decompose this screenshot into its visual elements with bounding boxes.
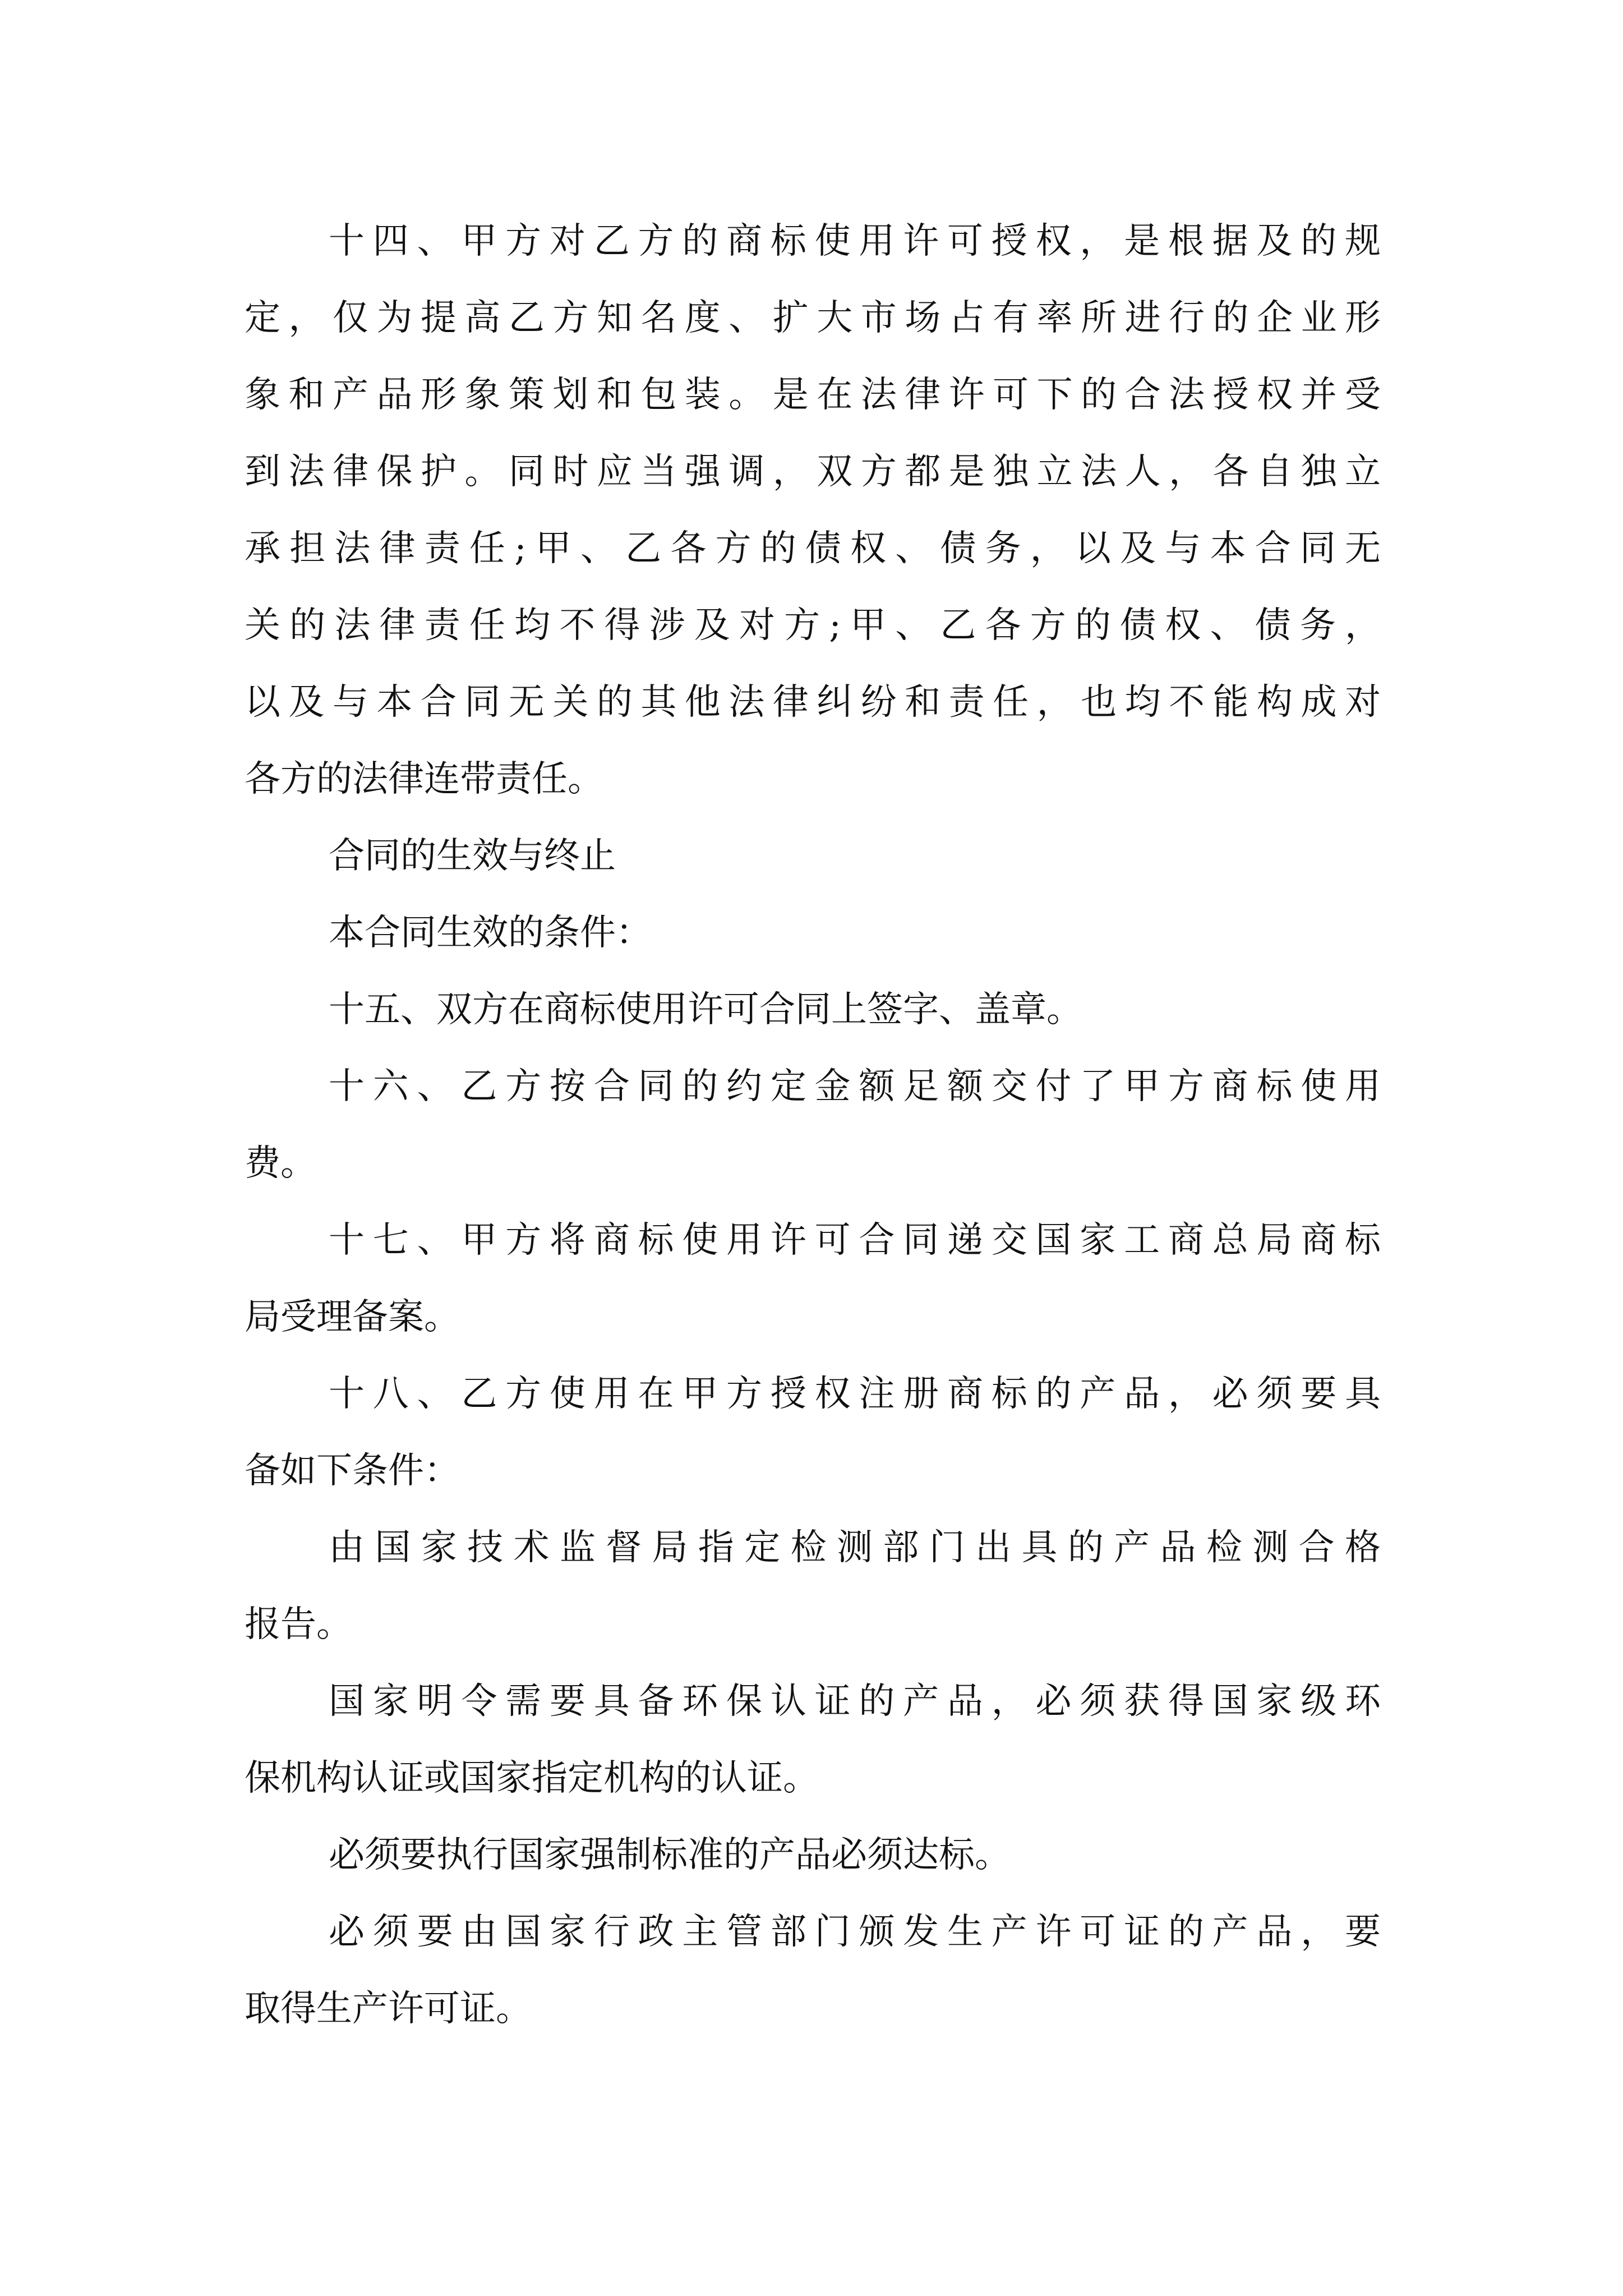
- paragraph-conditions-intro: [245, 895, 1381, 972]
- text-line: 象和产品形象策划和包装。是在法律许可下的合法授权并受: [245, 374, 1381, 416]
- paragraph-condition-environmental-certification: [245, 1663, 1381, 1817]
- text-line: 必须要由国家行政主管部门颁发生产许可证的产品，要: [329, 1911, 1381, 1953]
- paragraph-clause-17: [245, 1202, 1381, 1356]
- text-line: 十五、双方在商标使用许可合同上签字、盖章。: [329, 989, 1082, 1030]
- paragraph-condition-inspection-report: [245, 1510, 1381, 1663]
- text-line: 到法律保护。同时应当强调，双方都是独立法人，各自独立: [245, 451, 1381, 493]
- text-line: 各方的法律连带责任。: [245, 758, 603, 800]
- text-line: 十七、甲方将商标使用许可合同递交国家工商总局商标: [329, 1220, 1381, 1261]
- text-line: 报告。: [245, 1604, 352, 1645]
- text-line: 由国家技术监督局指定检测部门出具的产品检测合格: [329, 1527, 1381, 1568]
- text-line: 十六、乙方按合同的约定金额足额交付了甲方商标使用: [329, 1066, 1381, 1107]
- paragraph-clause-16: [245, 1048, 1381, 1202]
- text-line: 必须要执行国家强制标准的产品必须达标。: [329, 1834, 1011, 1876]
- text-line: 十八、乙方使用在甲方授权注册商标的产品，必须要具: [329, 1373, 1381, 1415]
- text-line: 承担法律责任;甲、乙各方的债权、债务，以及与本合同无: [245, 528, 1381, 569]
- paragraph-clause-15: [245, 972, 1381, 1048]
- text-line: 取得生产许可证。: [245, 1988, 532, 2030]
- text-line: 局受理备案。: [245, 1296, 460, 1338]
- text-line: 十四、甲方对乙方的商标使用许可授权，是根据及的规: [329, 220, 1381, 262]
- paragraph-clause-18: [245, 1356, 1381, 1510]
- text-line: 保机构认证或国家指定机构的认证。: [245, 1757, 819, 1799]
- text-line: 本合同生效的条件：: [329, 912, 652, 954]
- text-line: 合同的生效与终止: [329, 835, 616, 877]
- text-line: 备如下条件：: [245, 1450, 460, 1492]
- text-line: 费。: [245, 1143, 316, 1184]
- paragraph-section-heading-effect-termination: [245, 818, 1381, 895]
- text-line: 国家明令需要具备环保认证的产品，必须获得国家级环: [329, 1681, 1381, 1722]
- document-body: [245, 203, 1381, 2047]
- text-line: 定，仅为提高乙方知名度、扩大市场占有率所进行的企业形: [245, 297, 1381, 339]
- paragraph-condition-production-license: [245, 1894, 1381, 2047]
- paragraph-clause-14: [245, 203, 1381, 818]
- text-line: 关的法律责任均不得涉及对方;甲、乙各方的债权、债务，: [245, 605, 1381, 646]
- paragraph-condition-mandatory-standards: [245, 1817, 1381, 1894]
- text-line: 以及与本合同无关的其他法律纠纷和责任，也均不能构成对: [245, 682, 1381, 723]
